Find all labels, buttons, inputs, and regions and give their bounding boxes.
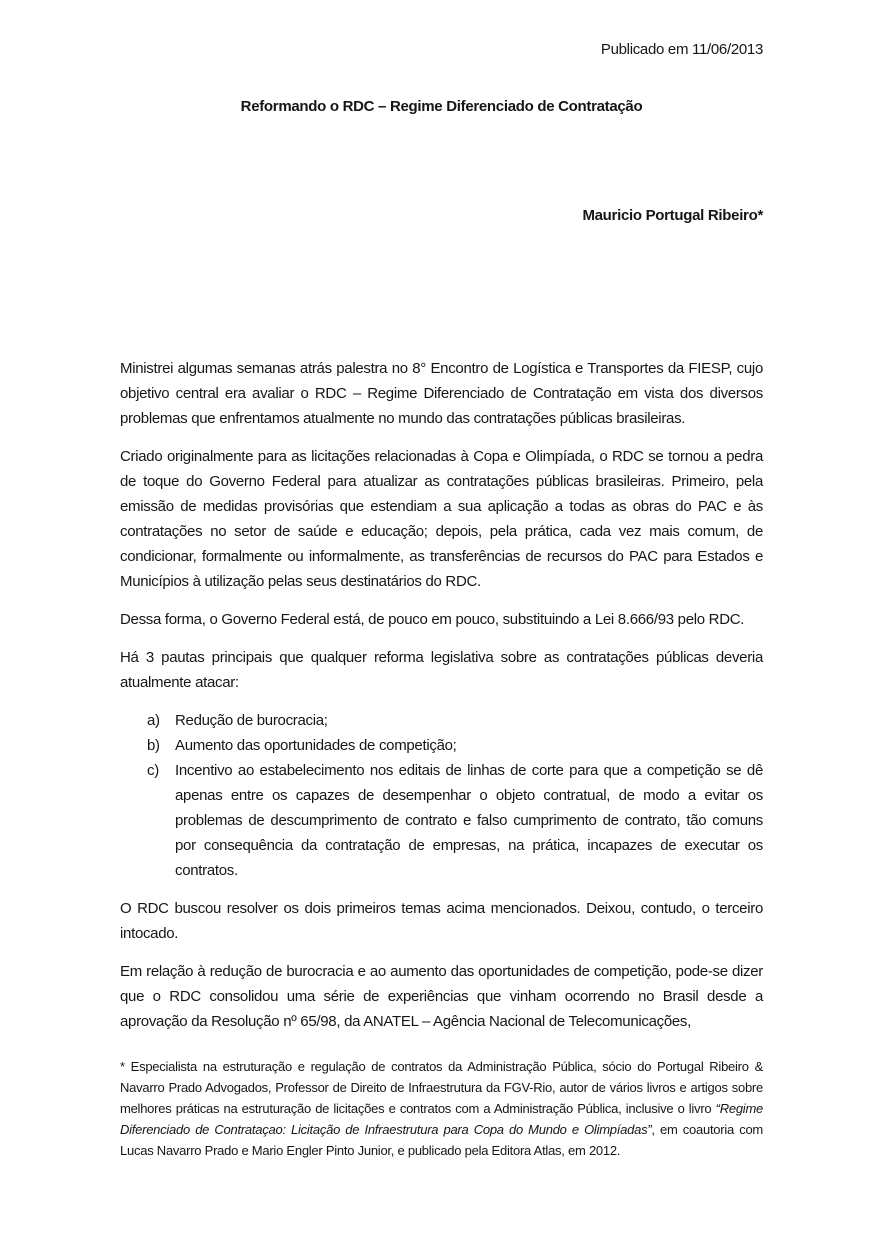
- list-item-c-text: Incentivo ao estabelecimento nos editais de linhas de corte para que a competição se dê apenas entre os capazes de desempenhar o objeto contratual, de modo a evitar os problemas de descumprimento de contrato e falso cumprimento de contrato, tão comuns por consequência da contratação de empresas, na prática, incapazes de executar os contratos.: [175, 762, 763, 879]
- paragraph-rdc-resolveu: O RDC buscou resolver os dois primeiros temas acima mencionados. Deixou, contudo, o terceiro intocado.: [120, 900, 763, 942]
- footnote-text-after: , em coautoria com Lucas Navarro Prado e Mario Engler Pinto Junior, e publicado pela Editora Atlas, em 2012.: [120, 1122, 763, 1158]
- document-title: Reformando o RDC – Regime Diferenciado de Contratação: [240, 98, 643, 115]
- list-item-a: [147, 708, 763, 733]
- paragraph-pautas: Há 3 pautas principais que qualquer reforma legislativa sobre as contratações públicas deveria atualmente atacar:: [120, 649, 763, 691]
- footnote: [120, 1056, 763, 1161]
- list-item-b: [147, 733, 763, 758]
- list-marker-b: b): [147, 737, 160, 754]
- list-marker-c: c): [147, 762, 159, 779]
- list-item-a-text: Redução de burocracia;: [175, 712, 328, 729]
- list-item-c: [147, 758, 763, 883]
- list-marker-a: a): [147, 712, 160, 729]
- paragraph-intro: Ministrei algumas semanas atrás palestra no 8° Encontro de Logística e Transportes da FIESP, cujo objetivo central era avaliar o RDC – Regime Diferenciado de Contratação em vista dos diversos problemas que enfrentamos atualmente no mundo das contratações públicas brasileiras.: [120, 360, 763, 427]
- lettered-list: [147, 708, 763, 883]
- paragraph-lei-8666: Dessa forma, o Governo Federal está, de pouco em pouco, substituindo a Lei 8.666/93 pelo RDC.: [120, 611, 745, 628]
- footnote-book-title: “Regime Diferenciado de Contrataçao: Licitação de Infraestrutura para Copa do Mundo e Olimpíadas”: [120, 1101, 763, 1137]
- paragraph-rdc-origin: Criado originalmente para as licitações relacionadas à Copa e Olimpíada, o RDC se tornou a pedra de toque do Governo Federal para atualizar as contratações públicas brasileiras. Primeiro, pela emissão de medidas provisórias que estendiam a sua aplicação a todas as obras do PAC e às contratações no setor de saúde e educação; depois, pela prática, cada vez mais comum, de condicionar, formalmente ou informalmente, as transferências de recursos do PAC para Estados e Municípios à utilização pelas seus destinatários do RDC.: [120, 448, 763, 590]
- footnote-text-before: * Especialista na estruturação e regulação de contratos da Administração Pública, sócio do Portugal Ribeiro & Navarro Prado Advogados, Professor de Direito de Infraestrutura da FGV-Rio, autor de vários livros e artigos sobre melhores práticas na estruturação de licitações e contratos com a Administração Pública, inclusive o livro: [120, 1059, 763, 1116]
- list-item-b-text: Aumento das oportunidades de competição;: [175, 737, 457, 754]
- paragraph-anatel: Em relação à redução de burocracia e ao aumento das oportunidades de competição, pode-se dizer que o RDC consolidou uma série de experiências que vinham ocorrendo no Brasil desde a aprovação da Resolução nº 65/98, da ANATEL – Agência Nacional de Telecomunicações,: [120, 963, 763, 1030]
- published-date: Publicado em 11/06/2013: [600, 41, 763, 58]
- author-byline: Mauricio Portugal Ribeiro*: [582, 207, 763, 224]
